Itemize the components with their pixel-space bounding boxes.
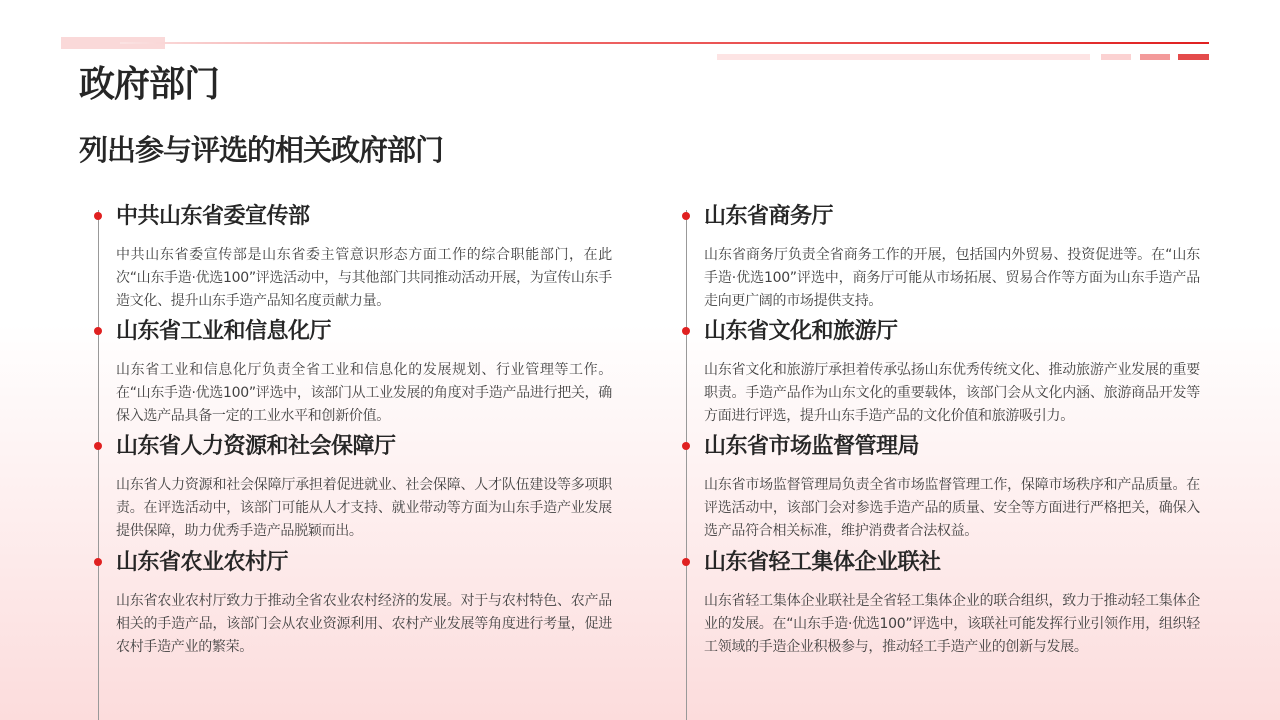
department-item	[704, 432, 1200, 543]
department-description: 山东省市场监督管理局负责全省市场监督管理工作，保障市场秩序和产品质量。在评选活动中，该部门会对参选手造产品的质量、安全等方面进行严格把关，确保入选产品符合相关标准，维护消费者合法权益。	[704, 477, 1200, 539]
department-description: 山东省商务厅负责全省商务工作的开展，包括国内外贸易、投资促进等。在“山东手造·优选100”评选中，商务厅可能从市场拓展、贸易合作等方面为山东手造产品走向更广阔的市场提供支持。	[704, 247, 1200, 309]
header-accent-segment	[1178, 54, 1209, 60]
timeline-line-left	[98, 210, 99, 720]
department-item	[116, 432, 612, 543]
bullet-dot-icon	[94, 558, 102, 566]
bullet-dot-icon	[94, 327, 102, 335]
department-name: 山东省人力资源和社会保障厅	[116, 434, 396, 459]
timeline-line-right	[686, 210, 687, 720]
header-accent-segment	[1101, 54, 1131, 60]
department-item	[116, 202, 612, 313]
header-light-bar	[717, 54, 1090, 60]
bullet-dot-icon	[94, 442, 102, 450]
department-name: 山东省商务厅	[704, 204, 834, 229]
department-item	[704, 202, 1200, 313]
department-name: 山东省工业和信息化厅	[116, 319, 332, 344]
bullet-dot-icon	[682, 442, 690, 450]
department-description: 中共山东省委宣传部是山东省委主管意识形态方面工作的综合职能部门，在此次“山东手造·优选100”评选活动中，与其他部门共同推动活动开展，为宣传山东手造文化、提升山东手造产品知名度贡献力量。	[116, 247, 612, 309]
department-description: 山东省轻工集体企业联社是全省轻工集体企业的联合组织，致力于推动轻工集体企业的发展。在“山东手造·优选100”评选中，该联社可能发挥行业引领作用，组织轻工领域的手造企业积极参与，推动轻工手造产业的创新与发展。	[704, 593, 1200, 655]
bullet-dot-icon	[682, 327, 690, 335]
bullet-dot-icon	[94, 212, 102, 220]
department-item	[116, 548, 612, 659]
header-accent-segment	[1140, 54, 1170, 60]
department-description: 山东省文化和旅游厅承担着传承弘扬山东优秀传统文化、推动旅游产业发展的重要职责。手造产品作为山东文化的重要载体，该部门会从文化内涵、旅游商品开发等方面进行评选，提升山东手造产品的文化价值和旅游吸引力。	[704, 362, 1200, 424]
department-item	[704, 317, 1200, 428]
department-name: 山东省轻工集体企业联社	[704, 550, 941, 575]
page-subtitle: 列出参与评选的相关政府部门	[79, 133, 444, 167]
department-description: 山东省农业农村厅致力于推动全省农业农村经济的发展。对于与农村特色、农产品相关的手造产品，该部门会从农业资源利用、农村产业发展等角度进行考量，促进农村手造产业的繁荣。	[116, 593, 612, 655]
header-divider-line	[120, 42, 1209, 44]
department-name: 山东省市场监督管理局	[704, 434, 920, 459]
bullet-dot-icon	[682, 212, 690, 220]
department-name: 山东省农业农村厅	[116, 550, 289, 575]
page-title: 政府部门	[79, 64, 220, 105]
department-item	[116, 317, 612, 428]
department-item	[704, 548, 1200, 659]
department-name: 山东省文化和旅游厅	[704, 319, 898, 344]
bullet-dot-icon	[682, 558, 690, 566]
department-name: 中共山东省委宣传部	[116, 204, 310, 229]
department-description: 山东省工业和信息化厅负责全省工业和信息化的发展规划、行业管理等工作。在“山东手造·优选100”评选中，该部门从工业发展的角度对手造产品进行把关，确保入选产品具备一定的工业水平和创新价值。	[116, 362, 612, 424]
department-description: 山东省人力资源和社会保障厅承担着促进就业、社会保障、人才队伍建设等多项职责。在评选活动中，该部门可能从人才支持、就业带动等方面为山东手造产业发展提供保障，助力优秀手造产品脱颖而出。	[116, 477, 612, 539]
